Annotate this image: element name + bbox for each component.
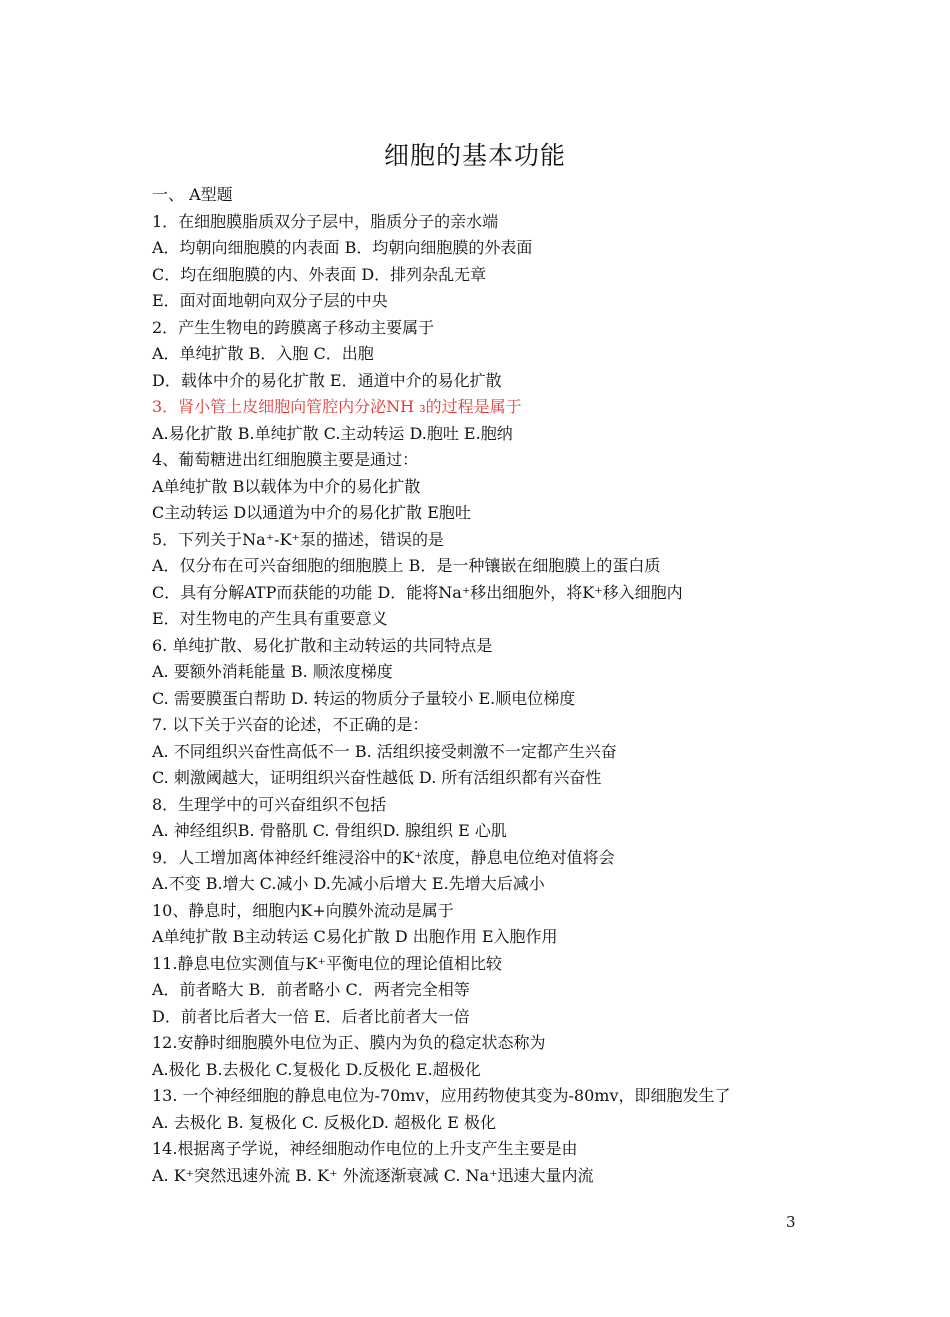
question-line: 4、葡萄糖进出红细胞膜主要是通过： bbox=[152, 450, 419, 469]
question-line: A．仅分布在可兴奋细胞的细胞膜上 B．是一种镶嵌在细胞膜上的蛋白质 bbox=[152, 556, 661, 575]
question-line: 1．在细胞膜脂质双分子层中，脂质分子的亲水端 bbox=[152, 211, 499, 231]
question-line: 5．下列关于Na⁺-K⁺泵的描述，错误的是 bbox=[152, 529, 444, 549]
section-heading: 一、 A型题 bbox=[152, 185, 233, 204]
question-line: A单纯扩散 B以载体为中介的易化扩散 bbox=[152, 476, 421, 496]
question-line: A. 去极化 B. 复极化 C. 反极化D. 超极化 E 极化 bbox=[152, 1112, 496, 1132]
question-line: A.不变 B.增大 C.减小 D.先减小后增大 E.先增大后减小 bbox=[152, 874, 545, 893]
question-line: 13. 一个神经细胞的静息电位为-70mv，应用药物使其变为-80mv，即细胞发生了 bbox=[152, 1086, 731, 1105]
question-line: C. 需要膜蛋白帮助 D. 转运的物质分子量较小 E.顺电位梯度 bbox=[152, 688, 576, 708]
question-line: A．单纯扩散 B．入胞 C．出胞 bbox=[152, 344, 374, 363]
question-line: D．前者比后者大一倍 E．后者比前者大一倍 bbox=[152, 1006, 470, 1026]
question-line: A. 要额外消耗能量 B. 顺浓度梯度 bbox=[152, 662, 393, 681]
question-line: 14.根据离子学说，神经细胞动作电位的上升支产生主要是由 bbox=[152, 1139, 578, 1158]
question-line: A.易化扩散 B.单纯扩散 C.主动转运 D.胞吐 E.胞纳 bbox=[152, 423, 513, 443]
document-title: 细胞的基本功能 bbox=[383, 141, 566, 170]
question-line: 10、静息时，细胞内K+向膜外流动是属于 bbox=[152, 900, 454, 920]
page-number: 3 bbox=[786, 1213, 796, 1231]
question-line: A. K⁺突然迅速外流 B. K⁺ 外流逐渐衰减 C. Na⁺迅速大量内流 bbox=[152, 1165, 594, 1185]
question-line: 6. 单纯扩散、易化扩散和主动转运的共同特点是 bbox=[152, 635, 493, 655]
question-line: A. 不同组织兴奋性高低不一 B. 活组织接受刺激不一定都产生兴奋 bbox=[152, 741, 617, 761]
document-body bbox=[152, 182, 792, 1189]
question-line: 12.安静时细胞膜外电位为正、膜内为负的稳定状态称为 bbox=[152, 1033, 546, 1052]
question-line: 2．产生生物电的跨膜离子移动主要属于 bbox=[152, 317, 435, 337]
question-line: A.极化 B.去极化 C.复极化 D.反极化 E.超极化 bbox=[152, 1059, 481, 1079]
question-line: 8．生理学中的可兴奋组织不包括 bbox=[152, 794, 387, 814]
question-line: 7. 以下关于兴奋的论述，不正确的是： bbox=[152, 715, 429, 734]
question-line: A．前者略大 B．前者略小 C．两者完全相等 bbox=[152, 980, 470, 999]
question-line: D．载体中介的易化扩散 E．通道中介的易化扩散 bbox=[152, 370, 502, 390]
question-line: C. 刺激阈越大，证明组织兴奋性越低 D. 所有活组织都有兴奋性 bbox=[152, 768, 602, 787]
question-line: E．面对面地朝向双分子层的中央 bbox=[152, 291, 388, 310]
question-line: A．均朝向细胞膜的内表面 B．均朝向细胞膜的外表面 bbox=[152, 238, 533, 257]
question-line: 9．人工增加离体神经纤维浸浴中的K⁺浓度，静息电位绝对值将会 bbox=[152, 847, 615, 867]
question-line: A. 神经组织B. 骨骼肌 C. 骨组织D. 腺组织 E 心肌 bbox=[152, 821, 507, 840]
question-line: E．对生物电的产生具有重要意义 bbox=[152, 609, 388, 628]
question-line: 11.静息电位实测值与K⁺平衡电位的理论值相比较 bbox=[152, 953, 502, 973]
question-line: 3．肾小管上皮细胞向管腔内分泌NH ₃的过程是属于 bbox=[152, 397, 522, 416]
question-line: C．具有分解ATP而获能的功能 D．能将Na⁺移出细胞外，将K⁺移入细胞内 bbox=[152, 582, 683, 602]
question-line: C．均在细胞膜的内、外表面 D．排列杂乱无章 bbox=[152, 264, 487, 284]
question-line: C主动转运 D以通道为中介的易化扩散 E胞吐 bbox=[152, 503, 471, 522]
question-line: A单纯扩散 B主动转运 C易化扩散 D 出胞作用 E入胞作用 bbox=[152, 927, 558, 946]
